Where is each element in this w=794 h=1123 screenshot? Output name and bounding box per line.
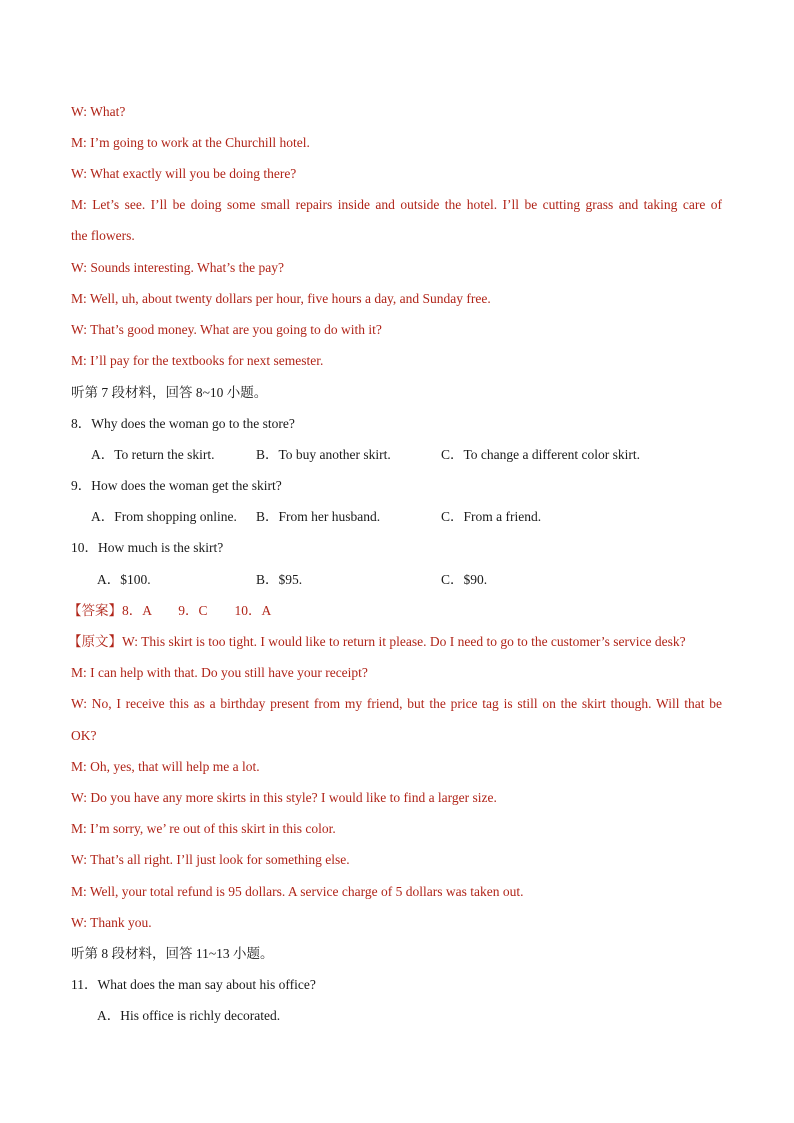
answer-text: 8．A 9．C 10．A [122, 603, 272, 618]
option-a: A．To return the skirt. [91, 447, 215, 462]
transcript-line: M: I’m sorry, we’ re out of this skirt in this color. [71, 821, 336, 836]
transcript-line: M: Well, your total refund is 95 dollars. A service charge of 5 dollars was taken out. [71, 884, 524, 899]
transcript-line: M: Well, uh, about twenty dollars per hour, five hours a day, and Sunday free. [71, 291, 491, 306]
transcript-line: M: I’m going to work at the Churchill hotel. [71, 135, 310, 150]
transcript-line: W: That’s good money. What are you going to do with it? [71, 322, 382, 337]
transcript-line: W: No, I receive this as a birthday present from my friend, but the price tag is still on the skirt though. Will that be [71, 696, 722, 711]
transcript-line: W: Do you have any more skirts in this style? I would like to find a larger size. [71, 790, 497, 805]
question-11: 11．What does the man say about his office? [71, 977, 316, 992]
transcript-line: M: Let’s see. I’ll be doing some small repairs inside and outside the hotel. I’ll be cutting grass and taking care of [71, 197, 722, 212]
option-a: A．His office is richly decorated. [97, 1008, 281, 1023]
answer-tag: 【答案】 [68, 603, 122, 618]
transcript-line: W: That’s all right. I’ll just look for something else. [71, 852, 350, 867]
option-c: C．From a friend. [441, 509, 542, 524]
transcript-tag: 【原文】 [68, 634, 122, 649]
option-c: C．$90. [441, 572, 488, 587]
transcript-line: M: Oh, yes, that will help me a lot. [71, 759, 260, 774]
transcript-line: M: I’ll pay for the textbooks for next semester. [71, 353, 324, 368]
transcript-line: M: I can help with that. Do you still have your receipt? [71, 665, 368, 680]
option-a: A．From shopping online. [91, 509, 237, 524]
transcript-line: W: Thank you. [71, 915, 152, 930]
transcript-line: W: What exactly will you be doing there? [71, 166, 297, 181]
transcript-line: OK? [71, 728, 97, 743]
question-9: 9．How does the woman get the skirt? [71, 478, 282, 493]
answer-line [68, 602, 271, 620]
option-b: B．$95. [256, 572, 303, 587]
option-a: A．$100. [97, 572, 151, 587]
transcript-line: W: Sounds interesting. What’s the pay? [71, 260, 284, 275]
transcript-line: W: What? [71, 104, 126, 119]
option-b: B．To buy another skirt. [256, 447, 391, 462]
transcript-line [68, 633, 686, 651]
transcript-line: the flowers. [71, 228, 135, 243]
option-c: C．To change a different color skirt. [441, 447, 640, 462]
question-8: 8．Why does the woman go to the store? [71, 416, 295, 431]
option-b: B．From her husband. [256, 509, 381, 524]
transcript-text: W: This skirt is too tight. I would like to return it please. Do I need to go to the customer’s service desk? [122, 634, 686, 649]
section-heading: 听第 7 段材料，回答 8~10 小题。 [71, 385, 268, 400]
question-10: 10．How much is the skirt? [71, 540, 224, 555]
section-heading: 听第 8 段材料，回答 11~13 小题。 [71, 946, 274, 961]
